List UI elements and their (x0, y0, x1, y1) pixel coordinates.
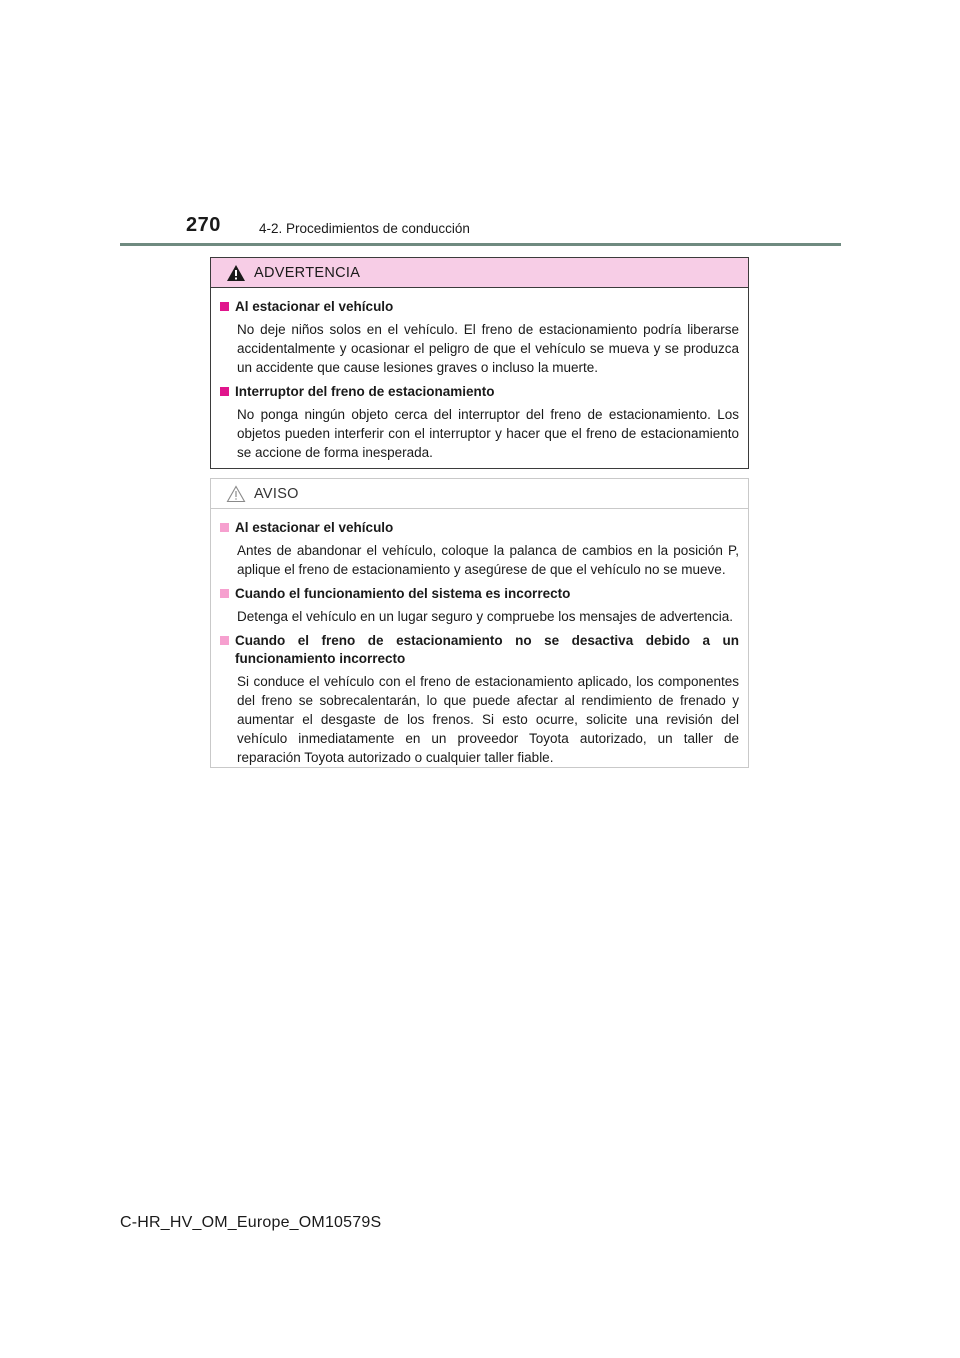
notice-item-text: Antes de abandonar el vehículo, coloque la palanca de cambios en la posición P, aplique el freno de estacionamiento y asegúrese de que el vehículo no se mueve. (237, 543, 739, 577)
warning-item-text: No deje niños solos en el vehículo. El freno de estacionamiento podría liberarse accidentalmente y ocasionar el peligro de que el vehículo se mueva y se produzca un accidente que cause lesiones graves o incluso la muerte. (237, 322, 739, 375)
section-title: 4-2. Procedimientos de conducción (259, 221, 470, 236)
warning-box-header (211, 258, 748, 288)
notice-item-heading (220, 632, 739, 668)
notice-box-header (211, 479, 748, 509)
square-bullet-icon (220, 636, 229, 645)
square-bullet-icon (220, 302, 229, 311)
warning-item-heading-text: Al estacionar el vehículo (235, 299, 394, 314)
notice-item-heading-text (235, 632, 739, 668)
warning-item-text: No ponga ningún objeto cerca del interruptor del freno de estacionamiento. Los objetos pueden interferir con el interruptor y hacer que el freno de estacionamiento se accione de forma inesperada. (237, 407, 739, 460)
header-rule (120, 243, 841, 246)
warning-box (210, 257, 749, 469)
page-number: 270 (186, 214, 221, 236)
warning-box-body (211, 288, 748, 462)
notice-box-title: AVISO (254, 485, 299, 502)
warning-item-heading (220, 298, 739, 316)
warning-triangle-filled-icon (226, 264, 246, 282)
page-header (0, 0, 960, 250)
square-bullet-icon (220, 387, 229, 396)
notice-item-heading (220, 585, 739, 603)
notice-item-heading-line2: funcionamiento incorrecto (235, 651, 406, 666)
footer-code: C-HR_HV_OM_Europe_OM10579S (120, 1214, 382, 1231)
notice-item-heading (220, 519, 739, 537)
notice-item-text: Si conduce el vehículo con el freno de estacionamiento aplicado, los componentes del freno se sobrecalentarán, lo que puede afectar al rendimiento de frenado y aumentar el desgaste de los frenos. Si esto ocurre, solicite una revisión del vehículo inmediatamente en un proveedor Toyota autorizado, un taller de reparación Toyota autorizado o cualquier taller fiable. (237, 674, 739, 765)
notice-item-heading-text: Al estacionar el vehículo (235, 520, 394, 535)
notice-item-heading-line1: Cuando el freno de estacionamiento no se desactiva debido a un (235, 633, 739, 648)
square-bullet-icon (220, 589, 229, 598)
notice-item-text: Detenga el vehículo en un lugar seguro y compruebe los mensajes de advertencia. (237, 609, 734, 624)
notice-item-heading-text: Cuando el funcionamiento del sistema es incorrecto (235, 586, 571, 601)
notice-box (210, 478, 749, 768)
warning-item-heading (220, 383, 739, 401)
warning-triangle-outline-icon (226, 485, 246, 503)
warning-box-title: ADVERTENCIA (254, 264, 361, 281)
notice-box-body (211, 509, 748, 767)
square-bullet-icon (220, 523, 229, 532)
warning-item-heading-text: Interruptor del freno de estacionamiento (235, 384, 495, 399)
